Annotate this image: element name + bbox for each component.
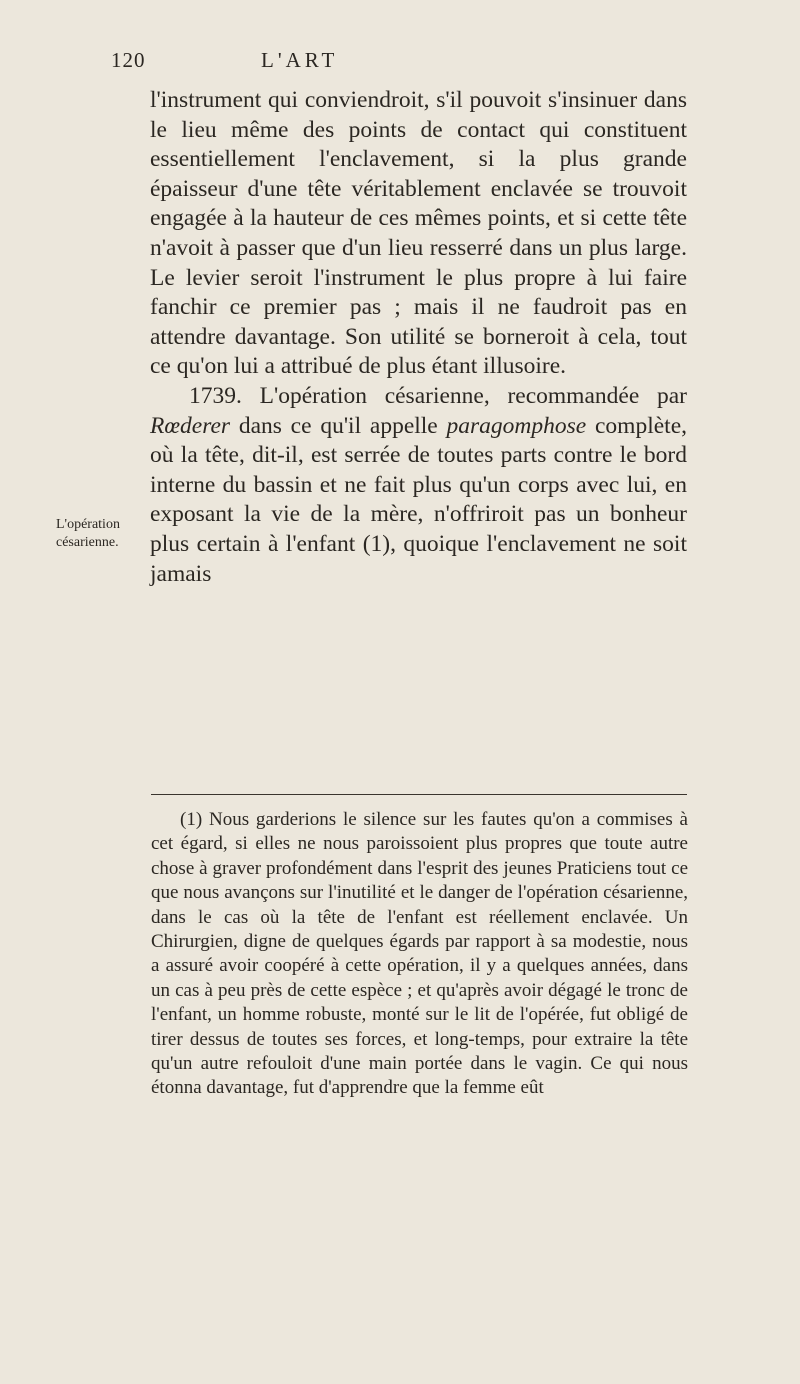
footnote: [151, 808, 688, 1101]
paragraph-2: [150, 382, 687, 589]
paragraph-2-end: complète, où la tête, dit-il, est serrée de toutes parts contre le bord interne du bassin et ne fait plus qu'un corps avec lui, en exposant la vie de la mère, n'offriroit pas un bonheur plus certain à l'enfant (1), quoique l'enclavement ne soit jamais: [150, 412, 687, 587]
paragraph-2-start: 1739. L'opération césarienne, recommandée par: [189, 382, 687, 409]
page-number: 120: [111, 48, 146, 72]
paragraph-2-mid: dans ce qu'il appelle: [230, 412, 447, 439]
footnote-text: (1) Nous garderions le silence sur les fautes qu'on a commises à cet égard, si elles ne nous paroissoient plus propres que toute autre chose à graver profondément dans l'esprit des jeunes Praticiens tout ce que nous avançons sur l'inutilité et le danger de l'opération césarienne, dans le cas où la tête de l'enfant est réellement enclavée. Un Chirurgien, digne de quelques égards par rapport à sa modestie, nous a assuré avoir coopéré à cette opération, il y a quelques années, dans un cas à peu près de cette espèce ; et qu'après avoir dégagé le tronc de l'enfant, un homme robuste, monté sur le lit de l'opérée, fut obligé de tirer dessus de toutes ses forces, et long-temps, pour extraire la tête qu'un autre refouloit d'une main portée dans le vagin. Ce qui nous étonna davantage, fut d'apprendre que la femme eût: [151, 809, 688, 1099]
author-name: Rœderer: [150, 412, 231, 439]
footnote-divider: [151, 794, 687, 795]
running-title: L'ART: [261, 48, 339, 72]
margin-note: L'opération césarienne.: [56, 517, 120, 550]
main-text: [150, 86, 687, 589]
term-paragomphose: paragomphose: [446, 412, 587, 439]
paragraph-1: l'instrument qui conviendroit, s'il pouvoit s'insinuer dans le lieu même des points de contact qui constituent essentiellement l'enclavement, si la plus grande épaisseur d'une tête véritablement enclavée se trouvoit engagée à la hauteur de ces mêmes points, et si cette tête n'avoit à passer que d'un lieu resserré dans un plus large. Le levier seroit l'instrument le plus propre à lui faire fanchir ce premier pas ; mais il ne faudroit pas en attendre davantage. Son utilité se borneroit à cela, tout ce qu'on lui a attribué de plus étant illusoire.: [150, 87, 687, 380]
